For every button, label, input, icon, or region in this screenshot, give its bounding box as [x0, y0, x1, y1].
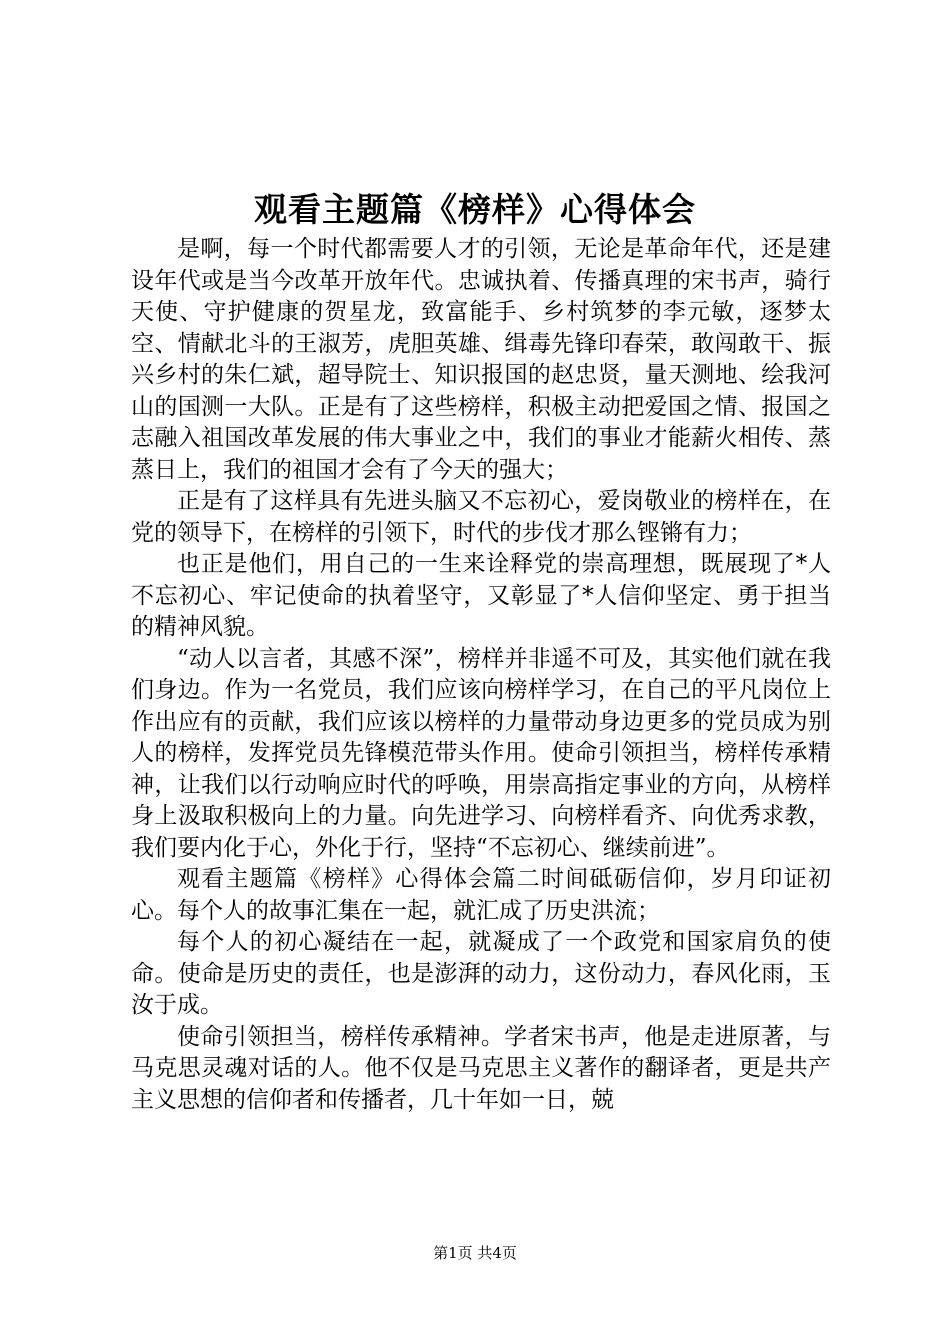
paragraph-6: 每个人的初心凝结在一起，就凝成了一个政党和国家肩负的使命。使命是历史的责任，也是澎湃的动力，这份动力，春风化雨，玉汝于成。	[131, 929, 831, 1018]
page-footer: 第1页 共4页	[433, 1244, 517, 1262]
paragraph-5: 观看主题篇《榜样》心得体会篇二时间砥砺信仰，岁月印证初心。每个人的故事汇集在一起，就汇成了历史洪流；	[131, 866, 831, 924]
document-title: 观看主题篇《榜样》心得体会	[254, 190, 696, 229]
paragraph-7: 使命引领担当，榜样传承精神。学者宋书声，他是走进原著，与马克思灵魂对话的人。他不仅是马克思主义著作的翻译者，更是共产主义思想的信仰者和传播者，几十年如一日，兢	[131, 1023, 831, 1113]
paragraph-1: 是啊，每一个时代都需要人才的引领，无论是革命年代，还是建设年代或是当今改革开放年代。忠诚执着、传播真理的宋书声，骑行天使、守护健康的贺星龙，致富能手、乡村筑梦的李元敏，逐梦太空、情献北斗的王淑芳，虎胆英雄、缉毒先锋印春荣，敢闯敢干、振兴乡村的朱仁斌，超导院士、知识报国的赵忠贤，量天测地、绘我河山的国测一大队。正是有了这些榜样，积极主动把爱国之情、报国之志融入祖国改革发展的伟大事业之中，我们的事业才能薪火相传、蒸蒸日上，我们的祖国才会有了今天的强大；	[131, 236, 831, 483]
paragraph-4: “动人以言者，其感不深”，榜样并非遥不可及，其实他们就在我们身边。作为一名党员，我们应该向榜样学习，在自己的平凡岗位上作出应有的贡献，我们应该以榜样的力量带动身边更多的党员成为别人的榜样，发挥党员先锋模范带头作用。使命引领担当，榜样传承精神，让我们以行动响应时代的呼唤，用崇高指定事业的方向，从榜样身上汲取积极向上的力量。向先进学习、向榜样看齐、向优秀求教，我们要内化于心，外化于行，坚持“不忘初心、继续前进”。	[131, 645, 831, 861]
document-body	[131, 234, 831, 1116]
paragraph-2: 正是有了这样具有先进头脑又不忘初心，爱岗敬业的榜样在，在党的领导下，在榜样的引领下，时代的步伐才那么铿锵有力；	[131, 488, 831, 546]
paragraph-3: 也正是他们，用自己的一生来诠释党的崇高理想，既展现了*人不忘初心、牢记使命的执着坚守，又彰显了*人信仰坚定、勇于担当的精神风貌。	[131, 551, 831, 640]
